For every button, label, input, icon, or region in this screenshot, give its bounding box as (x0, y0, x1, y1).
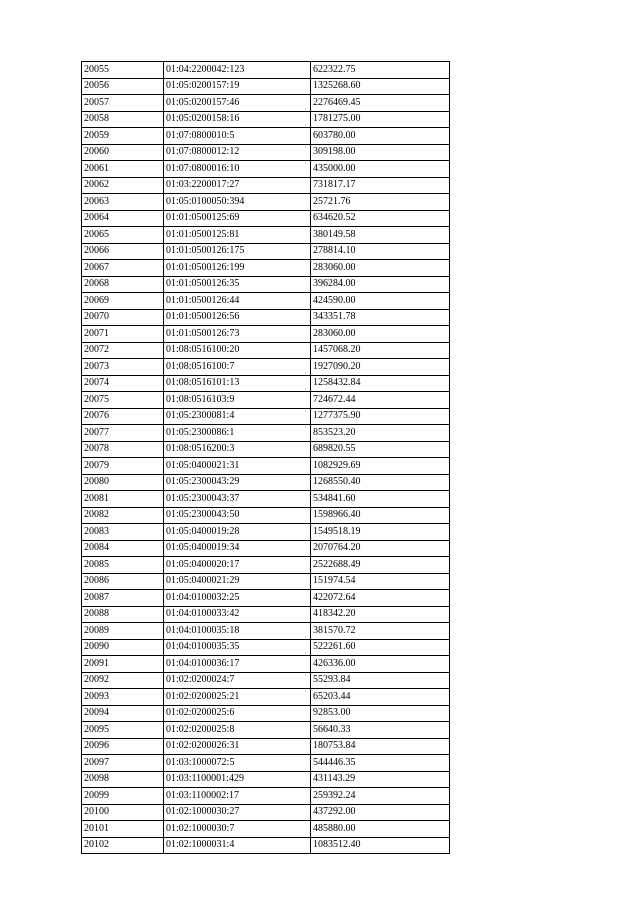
value-cell: 724672.44 (311, 392, 450, 409)
table-row (82, 342, 450, 359)
table-row (82, 788, 450, 805)
row-number-cell: 20085 (82, 557, 164, 574)
table-row (82, 689, 450, 706)
table-row (82, 821, 450, 838)
cadastral-number-cell: 01:08:0516100:20 (164, 342, 311, 359)
table-row (82, 392, 450, 409)
cadastral-number-cell: 01:04:0100035:35 (164, 639, 311, 656)
cadastral-number-cell: 01:04:0100033:42 (164, 606, 311, 623)
cadastral-number-cell: 01:08:0516100:7 (164, 359, 311, 376)
value-cell: 2522688.49 (311, 557, 450, 574)
value-cell: 283060.00 (311, 326, 450, 343)
cadastral-number-cell: 01:02:0200024:7 (164, 672, 311, 689)
value-cell: 396284.00 (311, 276, 450, 293)
cadastral-number-cell: 01:08:0516101:13 (164, 375, 311, 392)
cadastral-number-cell: 01:01:0500125:81 (164, 227, 311, 244)
row-number-cell: 20079 (82, 458, 164, 475)
cadastral-number-cell: 01:04:2200042:123 (164, 62, 311, 79)
table-row (82, 540, 450, 557)
cadastral-number-cell: 01:03:1000072:5 (164, 755, 311, 772)
table-row (82, 359, 450, 376)
row-number-cell: 20084 (82, 540, 164, 557)
cadastral-number-cell: 01:04:0100036:17 (164, 656, 311, 673)
table-row (82, 771, 450, 788)
table-row (82, 227, 450, 244)
table-row (82, 507, 450, 524)
table-row (82, 260, 450, 277)
table-row (82, 722, 450, 739)
table-row (82, 491, 450, 508)
cadastral-number-cell: 01:05:0200157:19 (164, 78, 311, 95)
value-cell: 1083512.40 (311, 837, 450, 854)
cadastral-number-cell: 01:05:2300043:50 (164, 507, 311, 524)
row-number-cell: 20055 (82, 62, 164, 79)
row-number-cell: 20091 (82, 656, 164, 673)
table-row (82, 441, 450, 458)
data-table (81, 61, 450, 854)
cadastral-number-cell: 01:01:0500126:73 (164, 326, 311, 343)
value-cell: 1082929.69 (311, 458, 450, 475)
row-number-cell: 20068 (82, 276, 164, 293)
row-number-cell: 20062 (82, 177, 164, 194)
table-row (82, 144, 450, 161)
row-number-cell: 20098 (82, 771, 164, 788)
cadastral-number-cell: 01:05:2300086:1 (164, 425, 311, 442)
row-number-cell: 20090 (82, 639, 164, 656)
cadastral-number-cell: 01:05:0400019:28 (164, 524, 311, 541)
row-number-cell: 20077 (82, 425, 164, 442)
table-row (82, 111, 450, 128)
row-number-cell: 20097 (82, 755, 164, 772)
value-cell: 1927090.20 (311, 359, 450, 376)
table-row (82, 573, 450, 590)
value-cell: 853523.20 (311, 425, 450, 442)
value-cell: 522261.60 (311, 639, 450, 656)
row-number-cell: 20095 (82, 722, 164, 739)
table-row (82, 474, 450, 491)
value-cell: 424590.00 (311, 293, 450, 310)
value-cell: 151974.54 (311, 573, 450, 590)
value-cell: 485880.00 (311, 821, 450, 838)
table-row (82, 425, 450, 442)
cadastral-number-cell: 01:05:2300081:4 (164, 408, 311, 425)
value-cell: 343351.78 (311, 309, 450, 326)
value-cell: 731817.17 (311, 177, 450, 194)
row-number-cell: 20080 (82, 474, 164, 491)
value-cell: 435000.00 (311, 161, 450, 178)
table-row (82, 95, 450, 112)
table-row (82, 375, 450, 392)
cadastral-number-cell: 01:05:0100050:394 (164, 194, 311, 211)
row-number-cell: 20075 (82, 392, 164, 409)
cadastral-number-cell: 01:03:1100002:17 (164, 788, 311, 805)
row-number-cell: 20083 (82, 524, 164, 541)
table-row (82, 804, 450, 821)
table-row (82, 177, 450, 194)
table-row (82, 458, 450, 475)
cadastral-number-cell: 01:01:0500125:69 (164, 210, 311, 227)
table-row (82, 656, 450, 673)
table-row (82, 738, 450, 755)
table-row (82, 276, 450, 293)
cadastral-number-cell: 01:02:0200025:8 (164, 722, 311, 739)
row-number-cell: 20086 (82, 573, 164, 590)
table-row (82, 243, 450, 260)
value-cell: 380149.58 (311, 227, 450, 244)
value-cell: 1325268.60 (311, 78, 450, 95)
row-number-cell: 20072 (82, 342, 164, 359)
cadastral-number-cell: 01:03:2200017:27 (164, 177, 311, 194)
value-cell: 65203.44 (311, 689, 450, 706)
value-cell: 259392.24 (311, 788, 450, 805)
cadastral-number-cell: 01:07:0800010:5 (164, 128, 311, 145)
value-cell: 689820.55 (311, 441, 450, 458)
cadastral-number-cell: 01:05:0200157:46 (164, 95, 311, 112)
row-number-cell: 20064 (82, 210, 164, 227)
value-cell: 1781275.00 (311, 111, 450, 128)
cadastral-number-cell: 01:05:2300043:29 (164, 474, 311, 491)
row-number-cell: 20071 (82, 326, 164, 343)
row-number-cell: 20082 (82, 507, 164, 524)
cadastral-number-cell: 01:02:1000030:27 (164, 804, 311, 821)
row-number-cell: 20078 (82, 441, 164, 458)
cadastral-number-cell: 01:07:0800012:12 (164, 144, 311, 161)
cadastral-number-cell: 01:05:0400021:29 (164, 573, 311, 590)
value-cell: 603780.00 (311, 128, 450, 145)
table-row (82, 524, 450, 541)
table-row (82, 557, 450, 574)
value-cell: 1549518.19 (311, 524, 450, 541)
table-row (82, 128, 450, 145)
row-number-cell: 20066 (82, 243, 164, 260)
table-row (82, 623, 450, 640)
row-number-cell: 20081 (82, 491, 164, 508)
value-cell: 25721.76 (311, 194, 450, 211)
cadastral-number-cell: 01:01:0500126:35 (164, 276, 311, 293)
row-number-cell: 20089 (82, 623, 164, 640)
cadastral-number-cell: 01:01:0500126:199 (164, 260, 311, 277)
row-number-cell: 20074 (82, 375, 164, 392)
table-row (82, 755, 450, 772)
table-row (82, 606, 450, 623)
cadastral-number-cell: 01:05:0400021:31 (164, 458, 311, 475)
row-number-cell: 20101 (82, 821, 164, 838)
value-cell: 381570.72 (311, 623, 450, 640)
table-row (82, 672, 450, 689)
table-row (82, 639, 450, 656)
row-number-cell: 20088 (82, 606, 164, 623)
value-cell: 431143.29 (311, 771, 450, 788)
value-cell: 278814.10 (311, 243, 450, 260)
value-cell: 1277375.90 (311, 408, 450, 425)
cadastral-number-cell: 01:07:0800016:10 (164, 161, 311, 178)
value-cell: 422072.64 (311, 590, 450, 607)
row-number-cell: 20102 (82, 837, 164, 854)
row-number-cell: 20057 (82, 95, 164, 112)
row-number-cell: 20073 (82, 359, 164, 376)
row-number-cell: 20093 (82, 689, 164, 706)
value-cell: 634620.52 (311, 210, 450, 227)
cadastral-number-cell: 01:04:0100032:25 (164, 590, 311, 607)
cadastral-number-cell: 01:02:0200026:31 (164, 738, 311, 755)
row-number-cell: 20059 (82, 128, 164, 145)
value-cell: 309198.00 (311, 144, 450, 161)
cadastral-number-cell: 01:01:0500126:44 (164, 293, 311, 310)
row-number-cell: 20092 (82, 672, 164, 689)
cadastral-number-cell: 01:02:0200025:6 (164, 705, 311, 722)
value-cell: 622322.75 (311, 62, 450, 79)
row-number-cell: 20100 (82, 804, 164, 821)
cadastral-number-cell: 01:04:0100035:18 (164, 623, 311, 640)
value-cell: 426336.00 (311, 656, 450, 673)
value-cell: 2276469.45 (311, 95, 450, 112)
value-cell: 2070764.20 (311, 540, 450, 557)
cadastral-number-cell: 01:05:0400019:34 (164, 540, 311, 557)
row-number-cell: 20099 (82, 788, 164, 805)
row-number-cell: 20069 (82, 293, 164, 310)
cadastral-number-cell: 01:03:1100001:429 (164, 771, 311, 788)
row-number-cell: 20065 (82, 227, 164, 244)
row-number-cell: 20087 (82, 590, 164, 607)
value-cell: 180753.84 (311, 738, 450, 755)
table-row (82, 210, 450, 227)
table-row (82, 590, 450, 607)
row-number-cell: 20063 (82, 194, 164, 211)
table-row (82, 194, 450, 211)
value-cell: 283060.00 (311, 260, 450, 277)
table-row (82, 78, 450, 95)
cadastral-number-cell: 01:02:1000031:4 (164, 837, 311, 854)
row-number-cell: 20058 (82, 111, 164, 128)
value-cell: 56640.33 (311, 722, 450, 739)
row-number-cell: 20067 (82, 260, 164, 277)
cadastral-number-cell: 01:01:0500126:175 (164, 243, 311, 260)
cadastral-number-cell: 01:01:0500126:56 (164, 309, 311, 326)
table-row (82, 408, 450, 425)
table-row (82, 705, 450, 722)
row-number-cell: 20094 (82, 705, 164, 722)
table-row (82, 161, 450, 178)
cadastral-number-cell: 01:08:0516103:9 (164, 392, 311, 409)
row-number-cell: 20096 (82, 738, 164, 755)
value-cell: 55293.84 (311, 672, 450, 689)
row-number-cell: 20076 (82, 408, 164, 425)
cadastral-number-cell: 01:02:1000030:7 (164, 821, 311, 838)
value-cell: 544446.35 (311, 755, 450, 772)
value-cell: 1268550.40 (311, 474, 450, 491)
row-number-cell: 20070 (82, 309, 164, 326)
table-row (82, 309, 450, 326)
value-cell: 418342.20 (311, 606, 450, 623)
table-body (82, 62, 450, 854)
value-cell: 1457068.20 (311, 342, 450, 359)
row-number-cell: 20061 (82, 161, 164, 178)
cadastral-number-cell: 01:05:0200158:16 (164, 111, 311, 128)
table-row (82, 326, 450, 343)
row-number-cell: 20056 (82, 78, 164, 95)
table-row (82, 62, 450, 79)
table-row (82, 293, 450, 310)
value-cell: 437292.00 (311, 804, 450, 821)
row-number-cell: 20060 (82, 144, 164, 161)
cadastral-number-cell: 01:05:2300043:37 (164, 491, 311, 508)
table-row (82, 837, 450, 854)
cadastral-number-cell: 01:08:0516200:3 (164, 441, 311, 458)
cadastral-number-cell: 01:02:0200025:21 (164, 689, 311, 706)
value-cell: 92853.00 (311, 705, 450, 722)
value-cell: 534841.60 (311, 491, 450, 508)
value-cell: 1258432.84 (311, 375, 450, 392)
value-cell: 1598966.40 (311, 507, 450, 524)
cadastral-number-cell: 01:05:0400020:17 (164, 557, 311, 574)
